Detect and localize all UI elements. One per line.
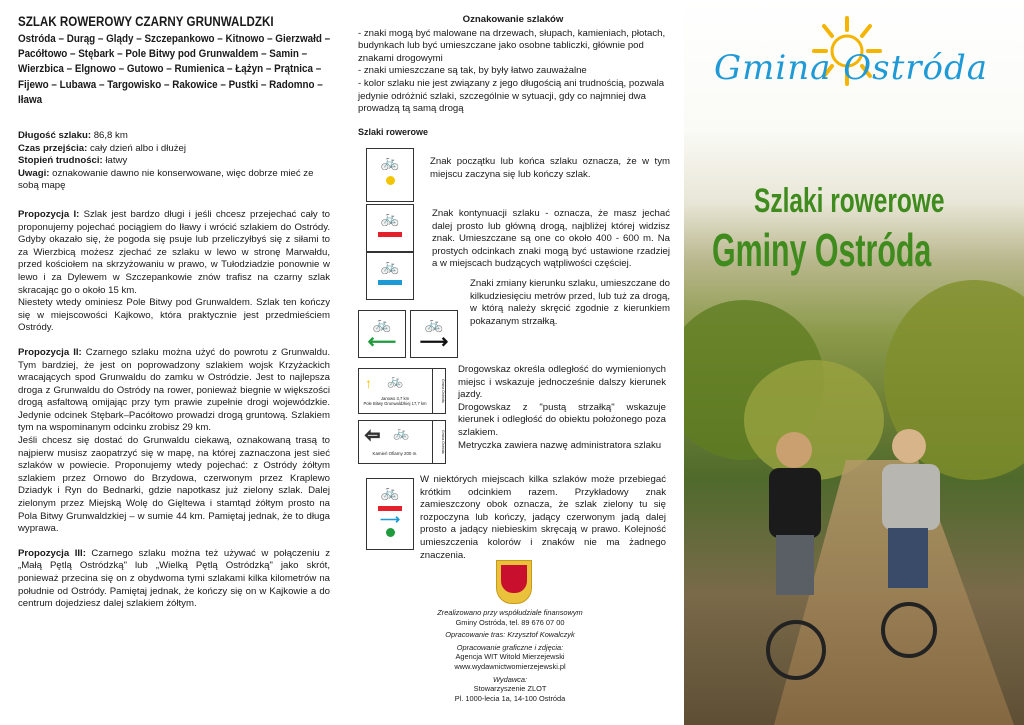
signpost-side-label: Gmina Ostróda — [432, 369, 445, 413]
bicycle-icon: 🚲 — [372, 316, 392, 333]
gmina-ostroda-logo: Gmina Ostróda — [714, 48, 988, 88]
empty-arrow-left-icon: ⇦ — [365, 425, 381, 445]
cyclist-left — [724, 410, 864, 690]
turn-right-sign — [410, 310, 458, 358]
cover-photo — [684, 0, 1024, 725]
cyclist-right — [854, 410, 974, 670]
blue-bar-icon — [378, 280, 402, 285]
proposal-3: Propozycja III: Czarnego szlaku można też używać w połączeniu z „Małą Pętlą Ostródzką" lub „Wielką Pętlą Ostródzką" jako skrót, ponieważ przecina się on z obydwoma tymi szlakami kilka kilometrów na południe od Ostródy. Pamiętaj jednak, że kończy się on w Kajkowie a do centrum dojedziesz dalej szlakiem żółtym. — [18, 547, 330, 610]
bicycle-icon: 🚲 — [387, 373, 404, 388]
signpost-distance — [358, 368, 446, 414]
marking-heading: Oznakowanie szlaków — [462, 14, 564, 25]
continuation-desc: Znak kontynuacji szlaku - oznacza, że masz jechać dalej prosto lub główną drogą, najbliżej której widzisz znak. Umieszczane są one co około 400 - 600 m. Na prostych odcinkach znaki mogą być ustawione rzadziej a w miejscach budzących wątpliwości częściej. — [432, 208, 670, 270]
coat-of-arms-icon — [496, 560, 532, 604]
arrow-left-icon: ⟵ — [367, 331, 397, 353]
bike-trails-subheading: Szlaki rowerowe — [358, 126, 429, 137]
start-end-desc: Znak początku lub końca szlaku oznacza, że w tym miejscu zaczyna się lub kończy szlak. — [430, 156, 670, 180]
yellow-dot-icon — [386, 176, 395, 185]
signpost-side-label: Gmina Ostróda — [432, 421, 445, 463]
bicycle-icon: 🚲 — [380, 154, 400, 171]
start-end-sign — [366, 148, 414, 202]
bicycle-icon: 🚲 — [380, 484, 400, 501]
arrow-right-icon: ⟶ — [419, 331, 449, 353]
marking-rules: - znaki mogą być malowane na drzewach, słupach, kamieniach, płotach, budynkach lub być umieszczane jako osobne tabliczki, głównie pod znakami drogowymi - znaki umieszczane są tak, by były łatwo zauważalne - kolor szlaku nie jest związany z jego długością ani trudnością, pozwala jedynie odróżnić szlaki, szczególnie w sytuacji, gdy co najmniej dwa prowadzą tą samą drogą — [358, 27, 666, 115]
credits: Zrealizowano przy współudziale finansowym Gminy Ostróda, tel. 89 676 07 00 Opracowanie tras: Krzysztof Kowalczyk Opracowanie graficzne i zdjęcia: Agencja WIT Witold Mierzejewski www.wydawnictwomierzejewski.pl Wydawca: Stowarzyszenie ZLOT Pl. 1000-lecia 1a, 14-100 Ostróda — [437, 608, 583, 703]
info-length: Długość szlaku: 86,8 km — [18, 130, 128, 142]
bicycle-icon: 🚲 — [424, 316, 444, 333]
combined-trail-sign — [366, 478, 414, 550]
info-notes: Uwagi: oznakowanie dawno nie konserwowane, więc dobrze mieć ze sobą mapę — [18, 167, 314, 192]
info-difficulty: Stopień trudności: łatwy — [18, 155, 128, 167]
proposal-2: Propozycja II: Czarnego szlaku można użyć do powrotu z Grunwaldu. Tym bardziej, że jest on poprowadzony szlakiem wojsk Krzyżackich wracających spod Grunwaldu do zamku w Ostródzie. Jest to najlepsza droga z Grunwaldu do Ostródy na rower, ponieważ biegnie w większości drogą asfaltową omijając przy tym prawie zupełnie drogi wojewódzkie. Jedynie odcinek Stębark–Pacółtowo prowadzi drogą gruntową. Szlakiem tym na wspominanym odcinku zrobisz 29 km. Jeśli chcesz się dostać do Grunwaldu ciekawą, oznakowaną trasą to najpierw musisz zaopatrzyć się w mapę, na której zaznaczona jest sieć szlaków w powiecie. Proponujemy wtedy pojechać: z Ostródy żółtym szlakiem przez Ornowo do Brzydowa, czerwonym przez Kraplewo Dziadyk i Ryn do Bednarki, gdzie napotkasz już zielony szlak. Dalej zielonym przez Miejską Wolę do Gięltewa i stamtąd żółtym prosto na Pola Bitwy Grunwaldzkiej – w sumie 44 km. Pamiętaj jednak, że to długa wyprawa. — [18, 346, 331, 535]
continuation-sign-red — [366, 204, 414, 252]
signpost-desc: Drogowskaz określa odległość do wymienionych miejsc i wskazuje jednocześnie dalszy kierunek jazdy. Drogowskaz z "pustą strzałką" wskazuje kierunek i odległość do obiektu położonego poza szlakiem. Metryczka zawiera nazwę administratora szlaku — [458, 364, 666, 451]
trail-info — [18, 130, 330, 193]
trail-title: SZLAK ROWEROWY CZARNY GRUNWALDZKI — [18, 14, 274, 29]
arrow-up-icon: ↑ — [365, 375, 372, 391]
continuation-sign-blue — [366, 252, 414, 300]
proposal-1: Propozycja I: Szlak jest bardzo długi i jeśli chcesz przejechać cały to proponujemy pojechać pociągiem do Iławy i wrócić szlakiem do Ostródy. Gdyby okazało się, że pogoda się psuje lub przeliczyłbyś się z siłami to za Wierzbicą możesz zjechać ze szlaku w lewo w stronę Marwałdu, przed kościołem na skrzyżowaniu w prawo, w Tułodziadzie ponownie w lewo i za Dylewem w Szczepankowie znów trafisz na czarny szlak skracając go o około 15 km. Niestety wtedy ominiesz Pole Bitwy pod Grunwaldem. Szlak ten kończy się w miejscowości Kajkowo, która praktycznie jest przedmieściem Ostródy. — [18, 208, 330, 334]
trail-description-column — [18, 14, 330, 623]
green-dot-icon — [386, 528, 395, 537]
blue-arrow-right-icon: ⟶ — [379, 511, 401, 527]
trail-route: Ostróda – Durąg – Glądy – Szczepankowo – Kitnowo – Gierzwałd – Pacółtowo – Stębark – Pole Bitwy pod Grunwaldem – Samin – Wierzbica – Elgnowo – Gutowo – Rumienica – Łążyn – Prątnica – Fijewo – Lubawa – Targowisko – Rakowice – Pustki – Radomno – Iława — [18, 33, 331, 106]
red-bar-icon — [378, 232, 402, 237]
signpost-distance-text: Janowo 3,7 km Pole Bitwy Grunwaldzkiej 17,7 km — [363, 396, 427, 406]
info-time: Czas przejścia: cały dzień albo i dłużej — [18, 142, 186, 154]
turn-left-sign — [358, 310, 406, 358]
cover-title-line1: Szlaki rowerowe — [754, 182, 945, 220]
trail-marking-column — [358, 14, 668, 138]
bicycle-icon: 🚲 — [380, 210, 400, 227]
bicycle-icon: 🚲 — [393, 425, 410, 440]
signpost-empty-arrow — [358, 420, 446, 464]
cover-title-line2: Gminy Ostróda — [712, 224, 932, 276]
combined-trail-desc: W niektórych miejscach kilka szlaków może przebiegać krótkim odcinkiem razem. Przykładowy znak zamieszczony obok oznacza, że szlak zielony tu się rozpoczyna lub kończy, jadący czerwonym jadą dalej prosto a jadący niebieskim skręcają w prawo. Kolejność umieszczenia kolorów i znaków nie ma żadnego znaczenia. — [420, 474, 666, 561]
signpost-empty-arrow-text: Kamień Ofiarny 200 m. — [372, 451, 418, 456]
bicycle-icon: 🚲 — [380, 258, 400, 275]
direction-change-desc: Znaki zmiany kierunku szlaku, umieszczane do kilkudziesięciu metrów przed, lub tuż za drogą, w którą należy skręcić zgodnie z kierunkiem pokazanym strzałką. — [470, 278, 670, 327]
